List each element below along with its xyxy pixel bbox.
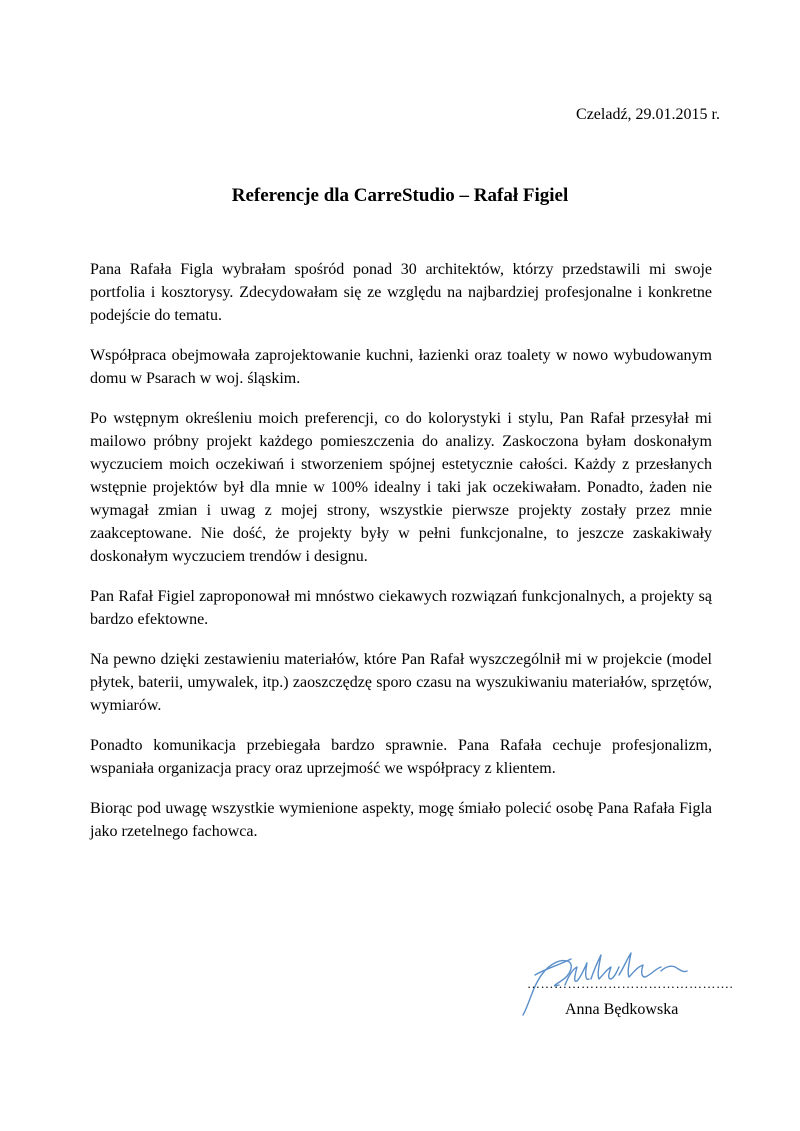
letter-body (90, 258, 712, 860)
paragraph-4: Pan Rafał Figiel zaproponował mi mnóstwo ciekawych rozwiązań funkcjonalnych, a projekty są bardzo efektowne. (90, 588, 712, 628)
signature-line: ………………………………………. (527, 976, 734, 991)
document-title: Referencje dla CarreStudio – Rafał Figiel (231, 185, 569, 206)
signature-block (515, 945, 734, 1025)
place-date: Czeladź, 29.01.2015 r. (576, 106, 720, 123)
paragraph-6: Ponadto komunikacja przebiegała bardzo sprawnie. Pana Rafała cechuje profesjonalizm, wspaniała organizacja pracy oraz uprzejmość we współpracy z klientem. (90, 737, 712, 777)
paragraph-5: Na pewno dzięki zestawieniu materiałów, które Pan Rafał wyszczególnił mi w projekcie (model płytek, baterii, umywalek, itp.) zaoszczędzę sporo czasu na wyszukiwaniu materiałów, sprzętów, wymiarów. (90, 651, 712, 714)
signer-name: Anna Będkowska (565, 1001, 679, 1018)
paragraph-7: Biorąc pod uwagę wszystkie wymienione aspekty, mogę śmiało polecić osobę Pana Rafała Figla jako rzetelnego fachowca. (90, 800, 712, 840)
paragraph-2: Współpraca obejmowała zaprojektowanie kuchni, łazienki oraz toalety w nowo wybudowanym domu w Psarach w woj. śląskim. (90, 347, 712, 387)
paragraph-3: Po wstępnym określeniu moich preferencji, co do kolorystyki i stylu, Pan Rafał przesyłał mi mailowo próbny projekt każdego pomieszczenia do analizy. Zaskoczona byłam doskonałym wyczuciem moich oczekiwań i stworzeniem spójnej estetycznie całości. Każdy z przesłanych wstępnie projektów był dla mnie w 100% idealny i taki jak oczekiwałam. Ponadto, żaden nie wymagał zmian i uwag z mojej strony, wszystkie pierwsze projekty zostały przez mnie zaakceptowane. Nie dość, że projekty były w pełni funkcjonalne, to jeszcze zaskakiwały doskonałym wyczuciem trendów i designu. (90, 410, 712, 565)
paragraph-1: Pana Rafała Figla wybrałam spośród ponad 30 architektów, którzy przedstawili mi swoje portfolia i kosztorysy. Zdecydowałam się ze względu na najbardziej profesjonalne i konkretne podejście do tematu. (90, 261, 712, 324)
